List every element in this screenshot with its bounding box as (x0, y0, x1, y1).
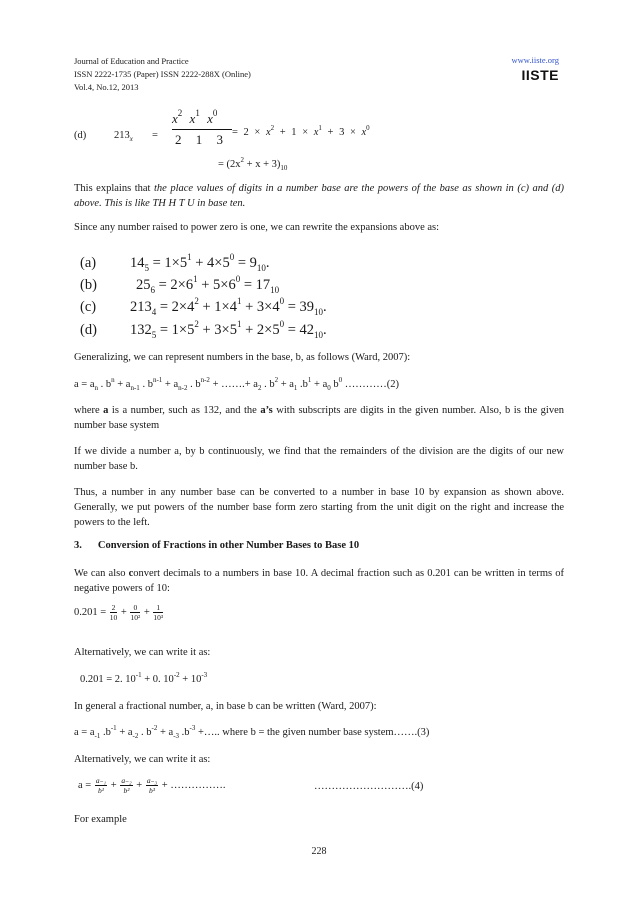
eq-d-lhs: $213_x$ (114, 130, 133, 143)
journal-name: Journal of Education and Practice (74, 56, 189, 66)
eq-d-equals: = (152, 130, 158, 141)
paragraph-place-values: This explains that the place values of digits in a number base are the powers of the base as shown in (c) and (d) above. This is like TH H T U in base ten. (74, 183, 565, 209)
fraction-expansion: 0.201 = $\frac{2}{10}$ + $\frac{0}{\text{10²}}$ + $\frac{1}{\text{10³}}$ (74, 603, 164, 622)
paragraph-generalizing: Generalizing, we can represent numbers in the base, b, as follows (Ward, 2007): (74, 352, 411, 363)
expansion-b: (b) $25_6 = 2\times 6^1 + 5\times 6^0 = 17_{10}$ (80, 274, 280, 295)
paragraph-decimals: We can also convert decimals to a numbers in base 10. A decimal fraction such as 0.201 can be written in terms of negative powers of 10: (74, 568, 564, 594)
expansion-c: (c) $213_4 = 2\times 4^2 + 1\times 4^1 + 3\times 4^0 = 39_{10}$. (80, 296, 327, 317)
iiste-logo: IISTE (521, 67, 559, 83)
journal-issn: ISSN 2222-1735 (Paper) ISSN 2222-288X (Online) (74, 69, 251, 79)
paragraph-divide: If we divide a number a, by b continuously, we find that the remainders of the division are the digits of our new number base b. (74, 446, 564, 472)
expansion-a: (a) $14_5 = 1\times 5^1 + 4\times 5^0 = 9_{10}$. (80, 252, 270, 273)
place-value-table: $x^2$ $x^1$ $x^0$ 2 1 3 (172, 108, 232, 148)
paragraph-where-a: where a is a number, such as 132, and the a’s with subscripts are digits in the given number. Also, b is the given number base system (74, 405, 564, 431)
journal-url-link[interactable]: www.iiste.org (511, 55, 559, 65)
formula-2: $a = a_n$ . $b^n + a_{n-1}$ . $b^{n-1} + a_{n-2}$ . $b^{n-2}$ + …….+ $a_2$ . $b^2 + a_1$ $.b^1 + a_0$ $b^0$ …………(2) (74, 376, 400, 392)
eq-d-expansion: = $2 \times x^2 + 1 \times x^1 + 3 \times x^0$ (232, 124, 370, 138)
formula-4: a = $\frac{\text{a₋₁}}{\text{b¹}}$ + $\frac{\text{a₋₂}}{\text{b²}}$ + $\frac{\text{a₋₃}}{\text{b³}}$ + ……………. (78, 776, 226, 795)
formula-3: $a = a_{-1}$ $.b^{-1} + a_{-2}$ . $b^{-2} + a_{-3}$ $.b^{-3}$ +….. where b = the given number base system…….(3) (74, 724, 430, 740)
paragraph-general-fraction: In general a fractional number, a, in base b can be written (Ward, 2007): (74, 701, 377, 712)
formula-4-reference: ……………………….(4) (314, 781, 424, 792)
section-3-heading: 3. Conversion of Fractions in other Number Bases to Base 10 (74, 540, 360, 551)
paragraph-alternatively-1: Alternatively, we can write it as: (74, 647, 211, 658)
negative-power-expansion: 0.201 = 2. $10^{-1} + 0$. $10^{-2} + 10^{-3}$ (80, 671, 208, 685)
expansion-d: (d) $132_5 = 1\times 5^2 + 3\times 5^1 + 2\times 5^0 = 42_{10}$. (80, 319, 327, 340)
paragraph-alternatively-2: Alternatively, we can write it as: (74, 754, 211, 765)
page-number: 228 (311, 846, 327, 857)
paragraph-conversion: Thus, a number in any number base can be converted to a number in base 10 by expansion as shown above. Generally, we put powers of the number base form zero starting from the unit digit on the right and increase the powers to the left. (74, 487, 564, 528)
paragraph-power-zero: Since any number raised to power zero is one, we can rewrite the expansions above as: (74, 222, 440, 233)
eq-d-label: (d) (74, 130, 87, 141)
journal-volume: Vol.4, No.12, 2013 (74, 82, 139, 92)
eq-d-result: = $(2x^2 + x + 3)_{10}$ (218, 156, 288, 172)
paragraph-for-example: For example (74, 814, 127, 825)
